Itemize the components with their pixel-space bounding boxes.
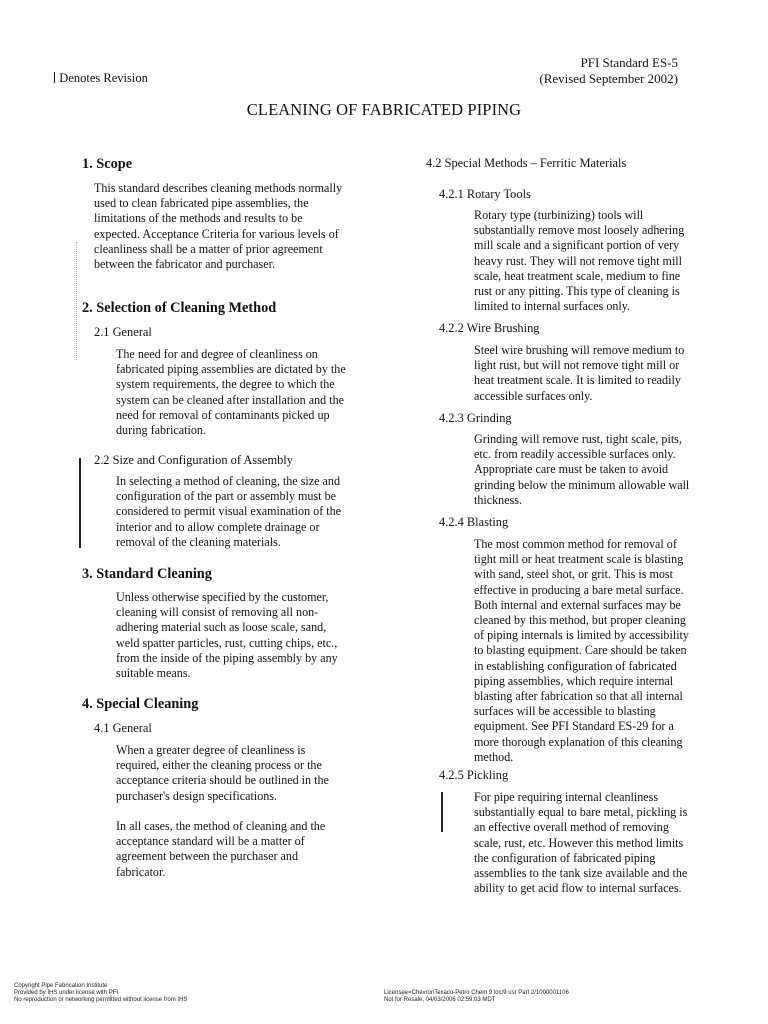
text-line: Steel wire brushing will remove medium to xyxy=(474,343,685,357)
text-line: In selecting a method of cleaning, the size and xyxy=(116,474,340,488)
text-line: cleaned by this method, but proper cleaning xyxy=(474,613,686,628)
text-line: scale, rust, etc. However this method limits xyxy=(474,835,684,850)
revision-legend-text: Denotes Revision xyxy=(59,71,148,85)
section-4-1-body-2 xyxy=(116,819,325,880)
text-line: configuration of the part or assembly must be xyxy=(116,489,336,504)
revision-date: (Revised September 2002) xyxy=(539,70,678,86)
text-line: Appropriate care must be taken to avoid xyxy=(474,462,669,477)
text-line: heavy rust. They will not remove tight mill xyxy=(474,253,683,268)
text-line: acceptance standard will be a matter of xyxy=(116,834,305,849)
text-line: equipment. See PFI Standard ES-29 for a xyxy=(474,719,674,734)
footer-line: Licensee=ChevronTexaco-Petro Chem 9 loc/9 usr Part 2/1000001106 xyxy=(384,990,569,996)
text-line: considered to permit visual examination of the xyxy=(116,504,342,519)
text-line: method. xyxy=(474,749,514,764)
text-line: purchaser's design specifications. xyxy=(116,788,278,803)
standard-number: PFI Standard ES-5 xyxy=(580,55,678,70)
text-line: adhering material such as loose scale, sand, xyxy=(116,620,327,635)
text-line: piping assemblies, which require internal xyxy=(474,673,674,688)
section-2-1-heading: 2.1 General xyxy=(94,325,152,339)
section-4-2-1-body xyxy=(474,208,684,314)
text-line: cleanliness shall be a matter of prior agreement xyxy=(94,241,323,256)
revision-bar-icon xyxy=(54,72,55,83)
text-line: effective in producing a bare metal surface. xyxy=(474,582,684,597)
text-line: thickness. xyxy=(474,492,523,507)
text-line: cleaning will consist of removing all non- xyxy=(116,605,319,620)
section-2-2-body xyxy=(116,474,341,550)
text-line: to blasting equipment. Care should be taken xyxy=(474,643,687,658)
text-line: the configuration of fabricated piping xyxy=(474,850,656,865)
section-4-2-heading: 4.2 Special Methods – Ferritic Materials xyxy=(426,156,627,170)
text-line: etc. from readily accessible surfaces only. xyxy=(474,447,676,462)
section-1-body xyxy=(94,181,342,272)
section-2-1-body xyxy=(116,347,346,438)
margin-dots xyxy=(76,242,79,360)
text-line: during fabrication. xyxy=(116,423,207,438)
section-2-heading: 2. Selection of Cleaning Method xyxy=(82,300,277,316)
text-line: mill scale and a significant portion of very xyxy=(474,238,680,253)
section-4-2-1-heading: 4.2.1 Rotary Tools xyxy=(439,187,531,201)
text-line: Both internal and external surfaces may be xyxy=(474,597,681,612)
text-line: In all cases, the method of cleaning and the xyxy=(116,819,326,833)
text-line: assemblies to the tank size available and the xyxy=(474,866,688,881)
text-line: surfaces will be accessible to blasting xyxy=(474,704,656,719)
section-4-2-2-heading: 4.2.2 Wire Brushing xyxy=(439,321,540,335)
text-line: system requirements, the degree to which the xyxy=(116,377,335,392)
document-header xyxy=(539,55,678,86)
section-4-2-4-body xyxy=(474,537,689,765)
section-4-1-heading: 4.1 General xyxy=(94,721,152,735)
text-line: For pipe requiring internal cleanliness xyxy=(474,790,659,804)
text-line: Unless otherwise specified by the customer, xyxy=(116,590,329,604)
section-3-heading: 3. Standard Cleaning xyxy=(82,566,212,582)
footer-line: Provided by IHS under license with PFI xyxy=(14,990,119,996)
section-4-heading: 4. Special Cleaning xyxy=(82,696,199,712)
text-line: blasting after fabrication so that all internal xyxy=(474,689,683,704)
text-line: scale, heat treatment scale, medium to fine xyxy=(474,268,681,283)
text-line: agreement between the purchaser and xyxy=(116,849,298,864)
text-line: with sand, steel shot, or grit. This is most xyxy=(474,567,673,582)
text-line: in establishing configuration of fabricated xyxy=(474,658,677,673)
text-line: Grinding will remove rust, tight scale, pits, xyxy=(474,432,682,446)
section-1-heading: 1. Scope xyxy=(82,156,133,172)
revision-bar xyxy=(441,792,443,832)
footer-copyright xyxy=(14,983,187,1004)
section-4-2-5-body xyxy=(474,790,687,896)
text-line: tight mill or heat treatment scale is blasting xyxy=(474,552,684,567)
section-4-2-5-heading: 4.2.5 Pickling xyxy=(439,768,509,782)
text-line: fabricator. xyxy=(116,864,166,879)
text-line: substantially remove most loosely adhering xyxy=(474,223,685,238)
text-line: rust or any pitting. This type of cleaning is xyxy=(474,284,680,299)
text-line: acceptance criteria should be outlined in the xyxy=(116,773,329,788)
text-line: accessible surfaces only. xyxy=(474,388,593,403)
text-line: interior and to allow complete drainage or xyxy=(116,519,320,534)
text-line: fabricated piping assemblies are dictated by the xyxy=(116,362,346,377)
text-line: more thorough explanation of this cleaning xyxy=(474,734,683,749)
text-line: The need for and degree of cleanliness on xyxy=(116,347,318,361)
text-line: need for removal of contaminants picked up xyxy=(116,407,330,422)
section-2-2-heading: 2.2 Size and Configuration of Assembly xyxy=(94,453,293,467)
section-4-2-4-heading: 4.2.4 Blasting xyxy=(439,515,509,529)
text-line: weld spatter particles, rust, cutting chips, etc., xyxy=(116,635,338,650)
text-line: Rotary type (turbinizing) tools will xyxy=(474,208,644,222)
text-line: from the inside of the piping assembly by any xyxy=(116,650,338,665)
text-line: When a greater degree of cleanliness is xyxy=(116,743,306,757)
footer-line: Copyright Pipe Fabrication Institute xyxy=(14,983,108,989)
footer-licensee xyxy=(384,990,569,1004)
text-line: light rust, but will not remove tight mill or xyxy=(474,358,680,373)
text-line: system can be cleaned after installation and the xyxy=(116,392,345,407)
revision-bar xyxy=(79,458,81,548)
text-line: limited to internal surfaces only. xyxy=(474,299,631,314)
text-line: grinding below the minimum allowable wall xyxy=(474,477,690,492)
text-line: removal of the cleaning materials. xyxy=(116,534,281,549)
footer-line: No reproduction or networking permitted without license from IHS xyxy=(14,997,188,1003)
section-4-1-body xyxy=(116,743,329,804)
text-line: This standard describes cleaning methods normally xyxy=(94,181,343,195)
text-line: expected. Acceptance Criteria for various levels of xyxy=(94,226,339,241)
text-line: substantially equal to bare metal, pickling is xyxy=(474,805,688,820)
revision-legend xyxy=(54,71,148,86)
text-line: an effective overall method of removing xyxy=(474,820,669,835)
text-line: suitable means. xyxy=(116,666,191,681)
section-4-2-2-body xyxy=(474,343,684,404)
text-line: used to clean fabricated pipe assemblies, the xyxy=(94,196,309,211)
section-3-body xyxy=(116,590,338,681)
text-line: heat treatment scale. It is limited to readily xyxy=(474,373,681,388)
footer-line: Not for Resale, 04/03/2006 02:59:03 MDT xyxy=(384,997,496,1003)
section-4-2-3-body xyxy=(474,432,689,508)
section-4-2-3-heading: 4.2.3 Grinding xyxy=(439,411,512,425)
page-title: CLEANING OF FABRICATED PIPING xyxy=(246,100,522,119)
text-line: of piping internals is limited by accessibility xyxy=(474,628,689,643)
text-line: between the fabricator and purchaser. xyxy=(94,257,275,272)
text-line: The most common method for removal of xyxy=(474,537,677,551)
text-line: required, either the cleaning process or the xyxy=(116,758,322,773)
text-line: ability to get acid flow to internal surfaces. xyxy=(474,881,682,896)
text-line: limitations of the methods and results to be xyxy=(94,211,303,226)
